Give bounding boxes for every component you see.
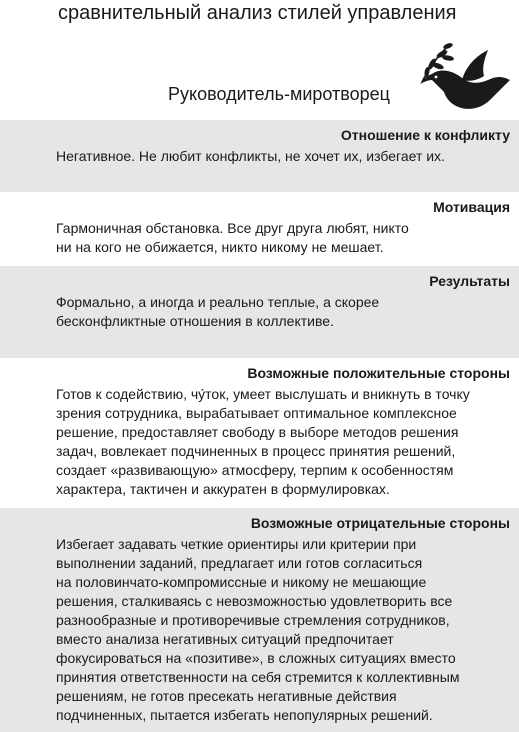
- text-line: Негативное. Не любит конфликты, не хочет их, избегает их.: [56, 148, 445, 164]
- text-line: на половинчато-компромиссные и никому не мешающие: [56, 574, 427, 590]
- text-line: Гармоничная обстановка. Все друг друга любят, никто: [56, 220, 409, 236]
- section-heading: Возможные положительные стороны: [247, 365, 510, 381]
- section-results: [0, 266, 519, 358]
- text-line: ни на кого не обижается, никто никому не мешает.: [56, 239, 384, 255]
- section-body: [56, 219, 511, 257]
- text-line: задач, вовлекает подчиненных в процесс принятия решений,: [56, 443, 456, 459]
- section-heading: Мотивация: [433, 199, 510, 215]
- profile-header: [0, 40, 519, 118]
- text-line: бесконфликтные отношения в коллективе.: [56, 313, 334, 329]
- text-line: вместо анализа негативных ситуаций предпочитает: [56, 631, 394, 647]
- text-line: разнообразные и противоречивые стремления сотрудников,: [56, 612, 450, 628]
- text-line: решение, предоставляет свободу в выборе методов решения: [56, 424, 459, 440]
- text-line: Формально, а иногда и реально теплые, а скорее: [56, 294, 380, 310]
- text-line: характера, тактичен и аккуратен в формулировках.: [56, 481, 390, 497]
- text-line: подчиненных, пытается избегать непопулярных решений.: [56, 707, 433, 723]
- section-body: [56, 293, 511, 331]
- profile-name: Руководитель-миротворец: [168, 84, 390, 104]
- section-conflict: [0, 120, 519, 192]
- page-title: сравнительный анализ стилей управления: [58, 2, 457, 24]
- section-body: [56, 147, 511, 166]
- text-line: выполнении заданий, предлагает или готов согласиться: [56, 555, 423, 571]
- text-line: Готов к содействию, чу́ток, умеет выслушать и вникнуть в точку: [56, 386, 470, 402]
- section-positive: [0, 358, 519, 508]
- text-line: решения, сталкиваясь с невозможностью удовлетворить все: [56, 593, 453, 609]
- text-line: Избегает задавать четкие ориентиры или критерии при: [56, 536, 417, 552]
- text-line: решениям, не готов пресекать негативные действия: [56, 688, 397, 704]
- section-body: [56, 535, 511, 725]
- text-line: фокусироваться на «позитиве», в сложных ситуациях вместо: [56, 650, 456, 666]
- section-heading: Возможные отрицательные стороны: [250, 515, 510, 531]
- text-line: принятия ответственности на себя стремится к коллективным: [56, 669, 460, 685]
- text-line: зрения сотрудника, вырабатывает оптимальное комплексное: [56, 405, 457, 421]
- section-heading: Отношение к конфликту: [340, 127, 510, 143]
- section-motivation: [0, 192, 519, 266]
- section-negative: [0, 508, 519, 732]
- text-line: создает «развивающую» атмосферу, терпим к особенностям: [56, 462, 454, 478]
- section-heading: Результаты: [429, 273, 510, 289]
- dove-with-olive-branch-icon: [418, 40, 514, 116]
- section-body: [56, 385, 511, 499]
